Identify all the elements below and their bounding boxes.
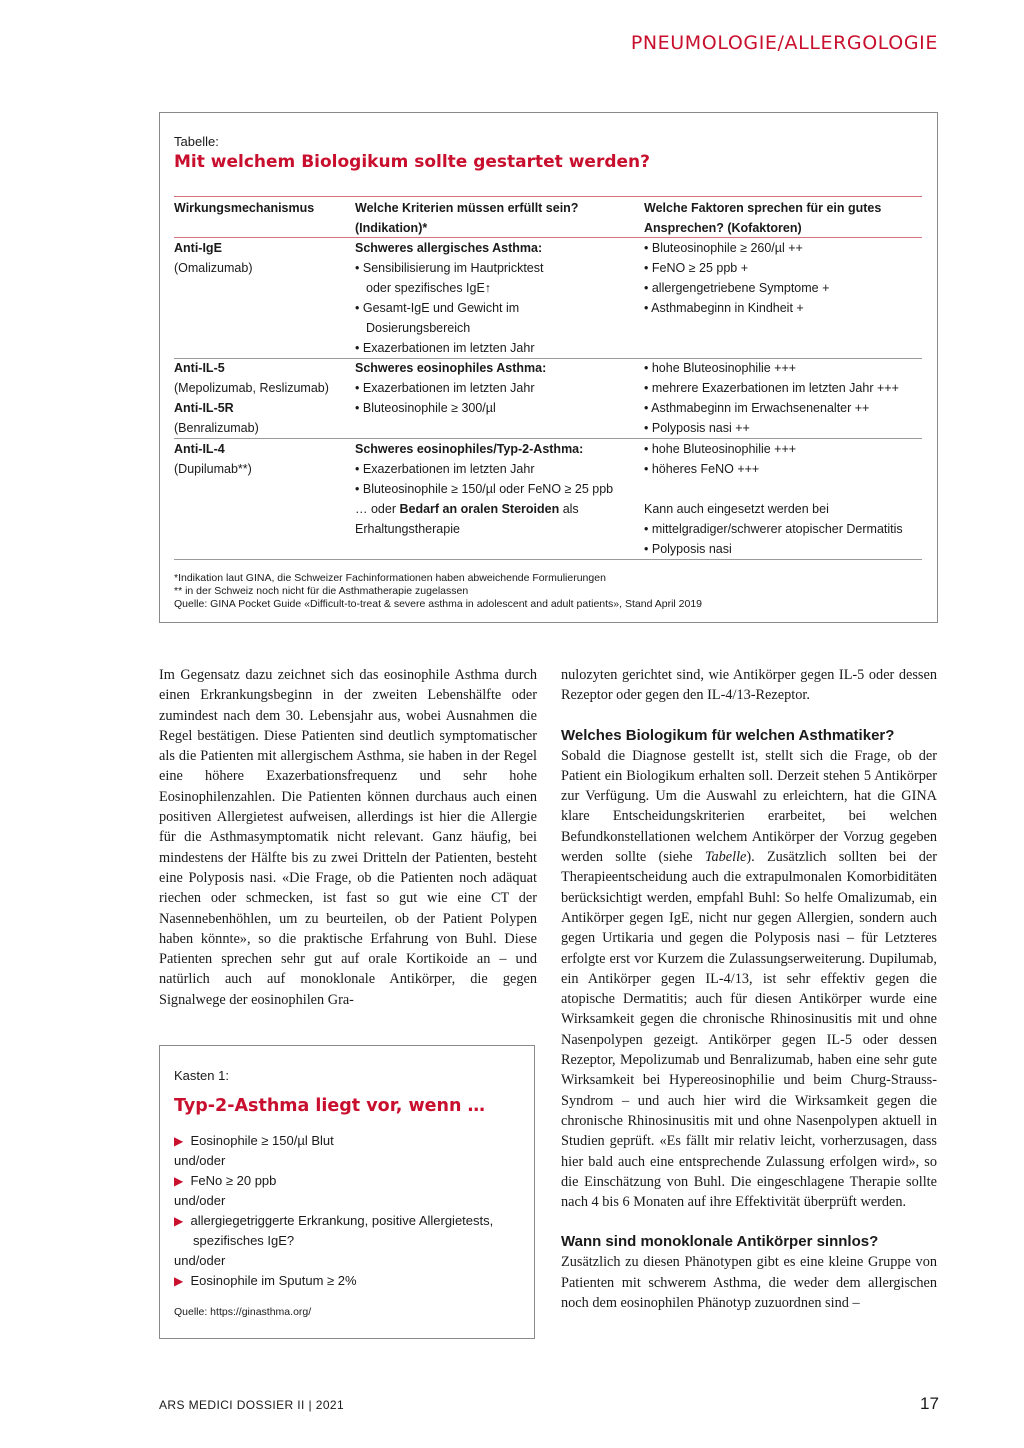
row-ige-fac-3: allergengetriebene Symptome + [651,281,830,296]
info-box-item-2 [174,1171,276,1191]
info-box-item-2-text: FeNo ≥ 20 ppb [190,1173,277,1188]
triangle-right-icon: ▶ [174,1214,184,1228]
body-column-right [561,665,937,1313]
row-il4-mechanism [174,439,252,479]
row-il5-crit-2: Bluteosinophile ≥ 300/µl [362,401,496,416]
p2-post: ). Zusätzlich sollten bei der Therapieentscheidung auch die extrapulmonalen Komorbiditäten berücksichtigt werden, empfahl Buhl: So helfe Omalizumab, ein Antikörper gegen IgE, nicht nur gegen Allergien, sondern auch gegen Urtikaria und gegen die Polyposis nasi – für Letzteres erfolgte erst vor Kurzem die Zulassungserweiterung. Dupilumab, ein Antikörper gegen IL-4/13, ist sehr effektiv gegen die atopische Dermatitis; auch für diesen Antikörper wurde eine Wirksamkeit gegen die chronische Rhinosinusitis mit und ohne Nasenpolypen gezeigt. Antikörper gegen IL-5 oder dessen Rezeptor, Mepolizumab und Benralizumab, haben eine sehr gute Wirksamkeit bei Hypereosinophilie und beim Churg-Strauss-Syndrom – und auch hier wird die Wirksamkeit gegen die chronische Rhinosinusitis mit und ohne Nasenpolypen aktuell in Studien geprüft. «Es fällt mir relativ leicht, vorherzusagen, dass hier bald auch eine entsprechende Zulassung erfolgen wird», so die Einschätzung von Buhl. Die eingeschlagene Therapie sollte nach 4 bis 6 Monaten auf ihre Effektivität überprüft werden. [561,849,937,1211]
triangle-right-icon: ▶ [174,1274,184,1288]
row-ige-crit-title: Schweres allergisches Asthma: [355,241,543,255]
table-header-mechanism [174,198,314,218]
row-il4-drug: (Dupilumab**) [174,462,252,477]
table-top-rule [174,196,922,197]
info-box-item-3b: spezifisches IgE? [193,1233,295,1248]
header-col2-line2: (Indikation)* [355,221,428,236]
row-il4-factors [644,439,903,560]
section-header: PNEUMOLOGIE/ALLERGOLOGIE [630,32,938,54]
info-box-conj-2: und/oder [174,1193,226,1208]
row-il5-factors [644,358,899,438]
table-header-factors [644,198,881,238]
row-ige-crit-1b: oder spezifisches IgE↑ [366,281,492,296]
body-right-paragraph-3: Zusätzlich zu diesen Phänotypen gibt es eine kleine Gruppe von Patienten mit schwerem Asthma, die weder dem allergischen noch dem eosinophilen Phänotyp zuzuordnen sind – [561,1254,937,1312]
header-col3-line1: Welche Faktoren sprechen für ein gutes [644,201,882,215]
info-box-item-1 [174,1131,334,1151]
row-il5-drug1: (Mepolizumab, Reslizumab) [174,381,329,396]
row-ige-crit-2a: Gesamt-IgE und Gewicht im [362,301,520,316]
row-il5-crit-1: Exazerbationen im letzten Jahr [362,381,535,396]
row-ige-mech-name: Anti-IgE [174,241,222,255]
info-box-source: Quelle: https://ginasthma.org/ [174,1306,312,1318]
heading-when-senseless: Wann sind monoklonale Antikörper sinnlos? [561,1233,879,1251]
row-ige-mechanism [174,238,253,278]
info-box-item-4-text: Eosinophile im Sputum ≥ 2% [190,1273,357,1288]
row-ige-fac-1: Bluteosinophile ≥ 260/µl ++ [651,241,803,255]
row-ige-factors [644,238,829,318]
row-ige-crit-1a: Sensibilisierung im Hautpricktest [362,261,544,276]
table-bottom-rule [174,559,922,560]
heading-which-biologic: Welches Biologikum für welchen Asthmatiker? [561,726,895,744]
info-box-item-1-text: Eosinophile ≥ 150/µl Blut [190,1133,334,1148]
header-col1-text: Wirkungsmechanismus [174,201,315,215]
body-left-paragraph-1: Im Gegensatz dazu zeichnet sich das eosinophile Asthma durch einen Erkrankungsbeginn in der zweiten Lebenshälfte oder zumindest nach dem 30. Lebensjahr aus, wobei Ausnahmen die Regel bestätigen. Diese Patienten sind deutlich symptomatischer als die Patienten mit allergischem Asthma, sie haben in der Regel eine höhere Exazerbationsfrequenz und sehr hohe Eosinophilenzahlen. Die Patienten können durchaus auch einen positiven Allergietest aufweisen, allerdings ist hier die Allergie für die Asthmasymptomatik nicht relevant. Ganz häufig, bei mindestens der Hälfte bis zu zwei Dritteln der Patienten, besteht eine Polyposis nasi. «Die Frage, ob die Patienten noch adäquat riechen oder schmecken, ist fast so gut wie eine CT der Nasennebenhöhlen, um zu beurteilen, ob der Patient Polypen haben könnte», so die praktische Erfahrung von Buhl. Diese Patienten sprechen sehr gut auf orale Kortikoide an – und natürlich auch auf monoklonale Antikörper, die gegen Signalwege der eosinophilen Gra- [159,667,537,1008]
row-il4-mech: Anti-IL-4 [174,442,225,456]
header-col2-line1: Welche Kriterien müssen erfüllt sein? [355,201,579,215]
row-il4-fac-4: Polyposis nasi [651,542,732,557]
table-footnote-2: ** in der Schweiz noch nicht für die Asthmatherapie zugelassen [174,585,469,597]
row-il4-fac-note: Kann auch eingesetzt werden bei [644,502,829,517]
row-il5-fac-4: Polyposis nasi ++ [651,421,750,436]
row-il5-mechanism [174,358,329,438]
row-ige-fac-4: Asthmabeginn in Kindheit + [651,301,804,316]
row-il5-fac-1: hohe Bluteosinophilie +++ [651,361,797,375]
row-ige-drug: (Omalizumab) [174,261,253,276]
header-col3-line2: Ansprechen? (Kofaktoren) [644,221,802,236]
row-il5-fac-3: Asthmabeginn im Erwachsenenalter ++ [651,401,870,416]
row-il5-mech1: Anti-IL-5 [174,361,225,375]
info-box-title: Typ-2-Asthma liegt vor, wenn … [174,1096,486,1116]
row-il4-crit-title: Schweres eosinophiles/Typ-2-Asthma: [355,442,584,456]
row-il4-crit-3b: Erhaltungstherapie [355,522,460,537]
table-header-criteria [355,198,578,238]
table-footnote-1: *Indikation laut GINA, die Schweizer Fachinformationen haben abweichende Formulierungen [174,572,606,584]
row-il5-drug2: (Benralizumab) [174,421,259,436]
info-box-caption: Kasten 1: [174,1068,229,1083]
page-number: 17 [920,1394,939,1413]
info-box-conj-1: und/oder [174,1153,226,1168]
row-il4-criteria [355,439,613,539]
row-il5-mech2: Anti-IL-5R [174,401,234,416]
row-il5-fac-2: mehrere Exazerbationen im letzten Jahr +++ [651,381,899,396]
p2-table-ref: Tabelle [704,849,747,866]
row-il4-fac-1: hohe Bluteosinophilie +++ [651,442,797,456]
row-ige-crit-2b: Dosierungsbereich [366,321,471,336]
table-title: Mit welchem Biologikum sollte gestartet werden? [174,152,651,172]
row-il4-crit-3-pre: … oder [355,502,400,517]
row-il4-crit-3-post: als [559,502,579,517]
body-column-left [159,665,537,1010]
p2-pre: Sobald die Diagnose gestellt ist, stellt sich die Frage, ob der Patient ein Biologikum erhalten soll. Derzeit stehen 5 Antikörper zur Verfügung. Um die Auswahl zu erleichtern, hat die GINA klare Entscheidungskriterien erarbeitet, bei welchen Befundkonstellationen welchem Antikörper der Vorzug gegeben werden sollte (siehe [561,747,937,866]
body-right-paragraph-2 [561,746,937,1213]
row-il4-crit-2: Bluteosinophile ≥ 150/µl oder FeNO ≥ 25 ppb [362,482,614,497]
info-box-item-3 [174,1211,493,1231]
table-footnote-source: Quelle: GINA Pocket Guide «Difficult-to-treat & severe asthma in adolescent and adult patients», Stand April 2019 [174,598,703,610]
triangle-right-icon: ▶ [174,1174,184,1188]
info-box-conj-3: und/oder [174,1253,226,1268]
row-ige-criteria [355,238,544,359]
row-il5-criteria [355,358,546,418]
body-right-paragraph-1: nulozyten gerichtet sind, wie Antikörper gegen IL-5 oder dessen Rezeptor oder gegen den IL-4/13-Rezeptor. [561,667,937,704]
row-ige-fac-2: FeNO ≥ 25 ppb + [651,261,749,276]
row-il4-crit-3-bold: Bedarf an oralen Steroiden [399,502,560,517]
triangle-right-icon: ▶ [174,1134,184,1148]
row-il4-crit-1: Exazerbationen im letzten Jahr [362,462,535,477]
info-box-item-4 [174,1271,357,1291]
row-ige-crit-3: Exazerbationen im letzten Jahr [362,341,535,356]
footer-journal: ARS MEDICI DOSSIER II | 2021 [159,1398,345,1412]
row-il4-fac-3: mittelgradiger/schwerer atopischer Dermatitis [651,522,903,537]
info-box-item-3a-text: allergiegetriggerte Erkrankung, positive Allergietests, [190,1213,494,1228]
row-il4-fac-2: höheres FeNO +++ [651,462,760,477]
table-caption: Tabelle: [174,134,219,149]
row-il5-crit-title: Schweres eosinophiles Asthma: [355,361,547,375]
